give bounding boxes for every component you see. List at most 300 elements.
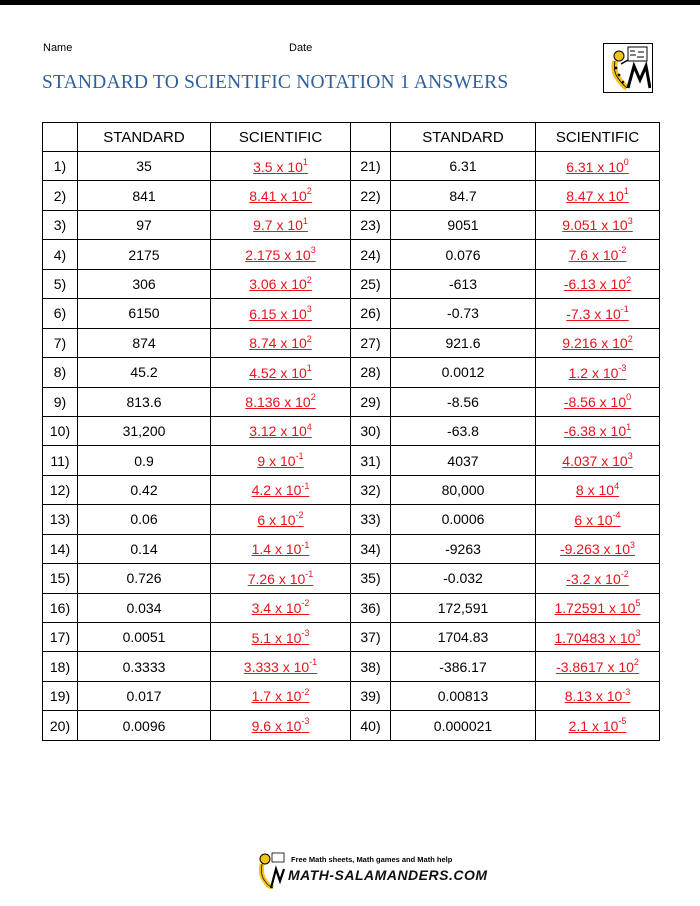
scientific-cell — [211, 358, 351, 387]
question-number: 26) — [351, 299, 391, 328]
answer-mantissa: 5.1 — [251, 629, 272, 646]
times-ten: x 10 — [599, 394, 627, 411]
scientific-cell — [211, 475, 351, 504]
answer-mantissa: 8 — [575, 482, 584, 499]
question-number: 14) — [43, 534, 78, 563]
scientific-cell — [536, 240, 660, 269]
name-label: Name — [43, 42, 73, 54]
question-number: 18) — [43, 652, 78, 681]
table-row — [43, 358, 660, 387]
scientific-cell — [536, 652, 660, 681]
scientific-answer — [253, 217, 308, 233]
table-row — [43, 681, 660, 710]
answer-exponent: -1 — [305, 569, 314, 580]
answer-mantissa: 1.2 — [568, 364, 589, 381]
scientific-cell — [536, 446, 660, 475]
scientific-cell — [536, 387, 660, 416]
question-number: 19) — [43, 681, 78, 710]
answer-exponent: -5 — [618, 716, 627, 727]
answer-mantissa: -3.2 — [566, 570, 591, 587]
answer-exponent: 2 — [633, 657, 639, 668]
question-number: 22) — [351, 181, 391, 210]
table-row — [43, 475, 660, 504]
standard-value: 0.076 — [391, 240, 536, 269]
standard-value: 0.034 — [78, 593, 211, 622]
answer-exponent: -1 — [620, 304, 629, 315]
answer-exponent: -2 — [295, 510, 304, 521]
standard-value: 0.14 — [78, 534, 211, 563]
question-number: 27) — [351, 328, 391, 357]
answer-exponent: 5 — [635, 598, 641, 609]
standard-value: 1704.83 — [391, 623, 536, 652]
answer-mantissa: -6.38 — [563, 423, 596, 440]
times-ten: x 10 — [269, 511, 296, 528]
times-ten: x 10 — [280, 187, 307, 204]
scientific-cell — [211, 446, 351, 475]
answer-exponent: 2 — [306, 274, 312, 285]
scientific-cell — [536, 358, 660, 387]
answer-exponent: 2 — [306, 186, 312, 197]
question-number: 29) — [351, 387, 391, 416]
scientific-cell — [536, 711, 660, 740]
question-number: 15) — [43, 564, 78, 593]
top-rule — [0, 0, 700, 5]
question-number: 6) — [43, 299, 78, 328]
header-blank — [351, 123, 391, 152]
question-number: 37) — [351, 623, 391, 652]
answer-mantissa: 4.52 — [249, 364, 277, 381]
question-number: 21) — [351, 152, 391, 181]
answer-mantissa: -7.3 — [566, 305, 591, 322]
standard-value: 97 — [78, 210, 211, 239]
question-number: 39) — [351, 681, 391, 710]
table-row — [43, 593, 660, 622]
question-number: 34) — [351, 534, 391, 563]
scientific-cell — [211, 240, 351, 269]
scientific-answer — [249, 423, 312, 439]
footer-tagline: Free Math sheets, Math games and Math help — [291, 855, 453, 864]
answer-exponent: -2 — [301, 686, 310, 697]
times-ten: x 10 — [274, 482, 302, 499]
standard-value: 6.31 — [391, 152, 536, 181]
answer-mantissa: 3.4 — [251, 600, 272, 617]
times-ten: x 10 — [599, 276, 627, 293]
table-row — [43, 711, 660, 740]
standard-value: -0.73 — [391, 299, 536, 328]
times-ten: x 10 — [609, 600, 636, 617]
question-number: 7) — [43, 328, 78, 357]
scientific-answer — [562, 217, 632, 233]
question-number: 16) — [43, 593, 78, 622]
times-ten: x 10 — [599, 423, 627, 440]
scientific-cell — [536, 299, 660, 328]
times-ten: x 10 — [603, 541, 631, 558]
scientific-answer — [574, 512, 620, 528]
question-number: 35) — [351, 564, 391, 593]
times-ten: x 10 — [607, 658, 634, 675]
scientific-answer — [555, 600, 641, 616]
times-ten: x 10 — [586, 511, 613, 528]
answer-exponent: -2 — [301, 598, 310, 609]
table-row — [43, 181, 660, 210]
scientific-cell — [536, 181, 660, 210]
standard-value: 0.00813 — [391, 681, 536, 710]
answer-exponent: -1 — [295, 451, 304, 462]
scientific-cell — [211, 328, 351, 357]
standard-value: 2175 — [78, 240, 211, 269]
table-row — [43, 416, 660, 445]
question-number: 32) — [351, 475, 391, 504]
answer-mantissa: 6.31 — [566, 158, 594, 175]
scientific-cell — [536, 534, 660, 563]
answer-mantissa: 1.4 — [251, 541, 272, 558]
answer-exponent: 3 — [630, 539, 636, 550]
times-ten: x 10 — [274, 629, 302, 646]
times-ten: x 10 — [597, 158, 624, 175]
scientific-cell — [211, 152, 351, 181]
answer-mantissa: 1.72591 — [554, 600, 606, 617]
date-label: Date — [289, 42, 313, 54]
footer — [255, 851, 488, 891]
answer-exponent: 2 — [626, 274, 632, 285]
answer-exponent: 3 — [627, 215, 633, 226]
scientific-answer — [249, 306, 312, 322]
answer-mantissa: 6 — [257, 511, 266, 528]
question-number: 12) — [43, 475, 78, 504]
standard-value: 84.7 — [391, 181, 536, 210]
answer-exponent: 0 — [623, 156, 629, 167]
standard-value: 6150 — [78, 299, 211, 328]
answer-mantissa: 9.216 — [562, 335, 598, 352]
answer-mantissa: 6 — [574, 511, 583, 528]
standard-value: 921.6 — [391, 328, 536, 357]
answer-mantissa: 8.13 — [564, 688, 592, 705]
scientific-answer — [252, 541, 310, 557]
answer-mantissa: 3.333 — [243, 658, 279, 675]
times-ten: x 10 — [594, 305, 621, 322]
scientific-answer — [252, 718, 310, 734]
scientific-answer — [248, 571, 314, 587]
question-number: 11) — [43, 446, 78, 475]
answer-mantissa: 3.12 — [249, 423, 277, 440]
table-row — [43, 152, 660, 181]
scientific-answer — [253, 156, 308, 175]
answer-exponent: -1 — [301, 480, 310, 491]
answer-mantissa: 9 — [257, 452, 266, 469]
table-row — [43, 623, 660, 652]
times-ten: x 10 — [278, 570, 306, 587]
answer-mantissa: 8.41 — [249, 187, 277, 204]
table-row — [43, 387, 660, 416]
scientific-cell — [211, 652, 351, 681]
answer-mantissa: 8.74 — [249, 335, 277, 352]
standard-value: 9051 — [391, 210, 536, 239]
scientific-answer — [249, 362, 312, 381]
times-ten: x 10 — [280, 423, 307, 440]
question-number: 2) — [43, 181, 78, 210]
answer-exponent: -2 — [618, 245, 627, 256]
scientific-answer — [569, 247, 627, 263]
answer-exponent: 4 — [614, 480, 620, 491]
scientific-answer — [566, 571, 629, 587]
times-ten: x 10 — [284, 246, 311, 263]
scientific-answer — [569, 718, 627, 734]
question-number: 3) — [43, 210, 78, 239]
answer-exponent: 3 — [627, 451, 633, 462]
scientific-answer — [244, 659, 317, 675]
answer-mantissa: 9.6 — [251, 717, 272, 734]
standard-value: -9263 — [391, 534, 536, 563]
standard-value: 0.42 — [78, 475, 211, 504]
question-number: 9) — [43, 387, 78, 416]
answer-mantissa: 3.06 — [249, 276, 277, 293]
answer-mantissa: -9.263 — [559, 541, 600, 558]
times-ten: x 10 — [274, 600, 302, 617]
answer-mantissa: 1.70483 — [554, 629, 606, 646]
scientific-answer — [257, 453, 303, 469]
times-ten: x 10 — [280, 276, 307, 293]
answer-exponent: 3 — [635, 627, 641, 638]
answer-exponent: 2 — [627, 333, 633, 344]
answer-mantissa: 2.1 — [568, 717, 589, 734]
times-ten: x 10 — [276, 217, 303, 234]
scientific-cell — [536, 328, 660, 357]
standard-value: 0.726 — [78, 564, 211, 593]
question-number: 8) — [43, 358, 78, 387]
times-ten: x 10 — [269, 452, 296, 469]
standard-value: 306 — [78, 269, 211, 298]
standard-value: 80,000 — [391, 475, 536, 504]
scientific-answer — [554, 627, 641, 646]
question-number: 28) — [351, 358, 391, 387]
scientific-answer — [562, 453, 632, 469]
table-header-row — [43, 123, 660, 152]
answer-mantissa: 2.175 — [245, 246, 281, 263]
scientific-cell — [211, 387, 351, 416]
scientific-cell — [211, 416, 351, 445]
scientific-cell — [211, 299, 351, 328]
scientific-answer — [249, 335, 312, 351]
standard-value: 0.0051 — [78, 623, 211, 652]
question-number: 4) — [43, 240, 78, 269]
answer-mantissa: 8.47 — [566, 187, 594, 204]
times-ten: x 10 — [601, 335, 628, 352]
answer-exponent: 2 — [306, 333, 312, 344]
scientific-cell — [211, 210, 351, 239]
standard-value: 0.06 — [78, 505, 211, 534]
times-ten: x 10 — [591, 364, 619, 381]
scientific-answer — [245, 247, 315, 263]
conversion-table — [42, 122, 660, 741]
answer-mantissa: 4.2 — [251, 482, 272, 499]
times-ten: x 10 — [282, 658, 310, 675]
answer-exponent: 1 — [302, 215, 308, 226]
table-row — [43, 299, 660, 328]
question-number: 30) — [351, 416, 391, 445]
answer-exponent: -3 — [618, 362, 627, 373]
standard-value: 4037 — [391, 446, 536, 475]
scientific-cell — [536, 681, 660, 710]
answer-mantissa: -6.13 — [563, 276, 596, 293]
table-row — [43, 534, 660, 563]
standard-value: 45.2 — [78, 358, 211, 387]
standard-value: 31,200 — [78, 416, 211, 445]
table-row — [43, 269, 660, 298]
scientific-cell — [536, 475, 660, 504]
question-number: 31) — [351, 446, 391, 475]
column-header: STANDARD — [78, 123, 211, 152]
times-ten: x 10 — [274, 688, 302, 705]
standard-value: 0.9 — [78, 446, 211, 475]
times-ten: x 10 — [597, 187, 624, 204]
answer-exponent: 3 — [310, 245, 316, 256]
scientific-cell — [536, 593, 660, 622]
page-title: STANDARD TO SCIENTIFIC NOTATION 1 ANSWERS — [42, 72, 509, 93]
scientific-cell — [211, 593, 351, 622]
table-row — [43, 210, 660, 239]
answer-exponent: 3 — [306, 304, 312, 315]
answer-exponent: 0 — [626, 392, 632, 403]
standard-value: 0.0006 — [391, 505, 536, 534]
answer-mantissa: -3.8617 — [556, 658, 604, 675]
header-blank — [43, 123, 78, 152]
scientific-answer — [560, 541, 635, 557]
standard-value: 813.6 — [78, 387, 211, 416]
standard-value: 841 — [78, 181, 211, 210]
column-header: SCIENTIFIC — [211, 123, 351, 152]
question-number: 1) — [43, 152, 78, 181]
times-ten: x 10 — [591, 717, 619, 734]
answer-exponent: 1 — [302, 156, 308, 167]
question-number: 10) — [43, 416, 78, 445]
question-number: 13) — [43, 505, 78, 534]
times-ten: x 10 — [280, 335, 307, 352]
answer-mantissa: 7.26 — [247, 570, 275, 587]
scientific-answer — [564, 276, 631, 292]
scientific-answer — [251, 627, 310, 646]
scientific-cell — [211, 623, 351, 652]
scientific-answer — [566, 306, 629, 322]
question-number: 17) — [43, 623, 78, 652]
column-header: SCIENTIFIC — [536, 123, 660, 152]
scientific-answer — [252, 600, 310, 616]
standard-value: -63.8 — [391, 416, 536, 445]
times-ten: x 10 — [280, 305, 307, 322]
scientific-cell — [536, 269, 660, 298]
answer-exponent: 1 — [626, 421, 632, 432]
scientific-answer — [245, 394, 315, 410]
answer-exponent: -1 — [309, 657, 318, 668]
scientific-answer — [252, 482, 310, 498]
scientific-cell — [211, 505, 351, 534]
standard-value: 35 — [78, 152, 211, 181]
standard-value: 0.0096 — [78, 711, 211, 740]
scientific-cell — [536, 564, 660, 593]
times-ten: x 10 — [594, 570, 621, 587]
scientific-answer — [564, 423, 631, 439]
scientific-cell — [211, 564, 351, 593]
scientific-cell — [536, 623, 660, 652]
standard-value: 0.0012 — [391, 358, 536, 387]
salamander-footer-icon — [255, 851, 285, 889]
scientific-answer — [252, 688, 310, 704]
standard-value: 0.000021 — [391, 711, 536, 740]
table-row — [43, 240, 660, 269]
question-number: 23) — [351, 210, 391, 239]
question-number: 36) — [351, 593, 391, 622]
answer-mantissa: 1.7 — [251, 688, 272, 705]
times-ten: x 10 — [591, 246, 619, 263]
scientific-cell — [211, 711, 351, 740]
scientific-cell — [211, 681, 351, 710]
times-ten: x 10 — [587, 482, 615, 499]
answer-exponent: 2 — [310, 392, 316, 403]
answer-mantissa: 9.051 — [562, 217, 598, 234]
question-number: 38) — [351, 652, 391, 681]
standard-value: -386.17 — [391, 652, 536, 681]
answer-exponent: -2 — [620, 569, 629, 580]
answer-mantissa: 6.15 — [249, 305, 277, 322]
scientific-answer — [565, 688, 631, 704]
standard-value: 874 — [78, 328, 211, 357]
salamander-logo-icon — [603, 43, 653, 93]
scientific-cell — [211, 181, 351, 210]
answer-mantissa: 9.7 — [253, 217, 273, 234]
times-ten: x 10 — [595, 688, 623, 705]
times-ten: x 10 — [601, 217, 628, 234]
table-row — [43, 505, 660, 534]
scientific-answer — [562, 335, 632, 351]
scientific-cell — [536, 210, 660, 239]
question-number: 5) — [43, 269, 78, 298]
question-number: 24) — [351, 240, 391, 269]
column-header: STANDARD — [391, 123, 536, 152]
table-row — [43, 564, 660, 593]
standard-value: 0.017 — [78, 681, 211, 710]
answer-mantissa: -8.56 — [563, 394, 596, 411]
standard-value: -8.56 — [391, 387, 536, 416]
standard-value: 0.3333 — [78, 652, 211, 681]
standard-value: 172,591 — [391, 593, 536, 622]
scientific-answer — [249, 188, 312, 204]
question-number: 20) — [43, 711, 78, 740]
scientific-cell — [211, 269, 351, 298]
scientific-cell — [536, 416, 660, 445]
answer-mantissa: 8.136 — [245, 394, 281, 411]
scientific-answer — [257, 512, 303, 528]
answer-exponent: 4 — [306, 421, 312, 432]
scientific-cell — [536, 152, 660, 181]
times-ten: x 10 — [601, 452, 628, 469]
table-row — [43, 652, 660, 681]
times-ten: x 10 — [274, 541, 302, 558]
standard-value: -0.032 — [391, 564, 536, 593]
scientific-answer — [566, 156, 629, 175]
scientific-cell — [536, 505, 660, 534]
times-ten: x 10 — [274, 717, 302, 734]
times-ten: x 10 — [609, 629, 636, 646]
answer-exponent: -1 — [301, 539, 310, 550]
answer-exponent: -4 — [612, 510, 621, 521]
times-ten: x 10 — [284, 394, 311, 411]
times-ten: x 10 — [280, 364, 307, 381]
scientific-answer — [556, 659, 639, 675]
scientific-answer — [576, 482, 619, 498]
question-number: 40) — [351, 711, 391, 740]
answer-exponent: -3 — [301, 716, 310, 727]
answer-exponent: -3 — [622, 686, 631, 697]
table-row — [43, 328, 660, 357]
